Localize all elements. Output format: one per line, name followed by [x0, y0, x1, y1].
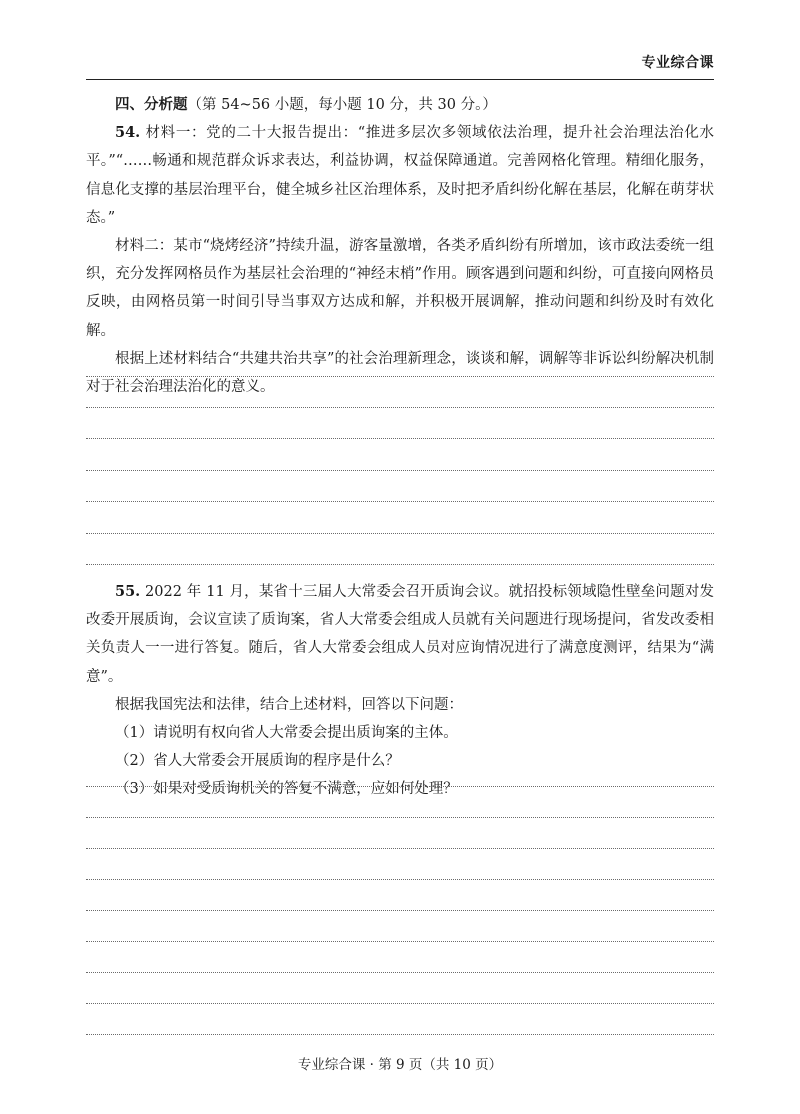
q55-prompt: 根据我国宪法和法律，结合上述材料，回答以下问题：	[115, 696, 463, 713]
answer-line	[86, 438, 714, 439]
answer-line	[86, 533, 714, 534]
page-header-course: 专业综合课	[641, 55, 714, 71]
q54-material-1-text: 材料一：党的二十大报告提出：“推进多层次多领域依法治理，提升社会治理法治化水平。”“……畅通和规范群众诉求表达，利益协调，权益保障通道。完善网格化管理。精细化服务，信息化支撑的基层治理平台，健全城乡社区治理体系，及时把矛盾纠纷化解在基层，化解在萌芽状态。”	[86, 125, 714, 226]
q55-item-2: （2）省人大常委会开展质询的程序是什么？	[115, 753, 400, 770]
answer-line	[86, 941, 714, 942]
answer-line	[86, 879, 714, 880]
answer-line	[86, 1034, 714, 1035]
answer-line	[86, 817, 714, 818]
page-footer: 专业综合课 · 第 9 页（共 10 页）	[297, 1057, 503, 1073]
section-note: （第 54~56 小题，每小题 10 分，共 30 分。）	[187, 97, 497, 113]
q55-material	[86, 578, 714, 691]
answer-line	[86, 1003, 714, 1004]
section-title	[86, 91, 714, 119]
answer-line	[86, 564, 714, 565]
answer-line	[86, 501, 714, 502]
answer-line	[86, 470, 714, 471]
q54-material-2: 材料二：某市“烧烤经济”持续升温，游客量激增，各类矛盾纠纷有所增加，该市政法委统一组织，充分发挥网格员作为基层社会治理的“神经末梢”作用。顾客遇到问题和纠纷，可直接向网格员反映，由网格员第一时间引导当事双方达成和解，并积极开展调解，推动问题和纠纷及时有效化解。	[86, 238, 714, 339]
answer-line	[86, 910, 714, 911]
answer-line	[86, 786, 714, 787]
q54-prompt: 根据上述材料结合“共建共治共享”的社会治理新理念，谈谈和解，调解等非诉讼纠纷解决机制对于社会治理法治化的意义。	[86, 350, 714, 396]
answer-line	[86, 848, 714, 849]
q55-item-1: （1）请说明有权向省人大常委会提出质询案的主体。	[115, 725, 458, 742]
answer-line	[86, 407, 714, 408]
question-55-block	[86, 578, 714, 804]
q55-material-text: 2022 年 11 月，某省十三届人大常委会召开质询会议。就招投标领域隐性壁垒问题对发改委开展质询，会议宣读了质询案，省人大常委会组成人员就有关问题进行现场提问，省发改委相关负责人一一进行答复。随后，省人大常委会组成人员对应询情况进行了满意度测评，结果为“满意”。	[86, 584, 715, 685]
q54-number: 54.	[115, 124, 141, 142]
q55-number: 55.	[115, 583, 141, 600]
header-rule	[86, 79, 714, 80]
answer-line	[86, 972, 714, 973]
answer-line	[86, 376, 714, 377]
section-label: 四、分析题	[115, 96, 188, 113]
q55-item-3: （3）如果对受质询机关的答复不满意，应如何处理？	[115, 781, 458, 798]
q54-material-1	[86, 119, 714, 232]
question-54-block	[86, 91, 714, 401]
